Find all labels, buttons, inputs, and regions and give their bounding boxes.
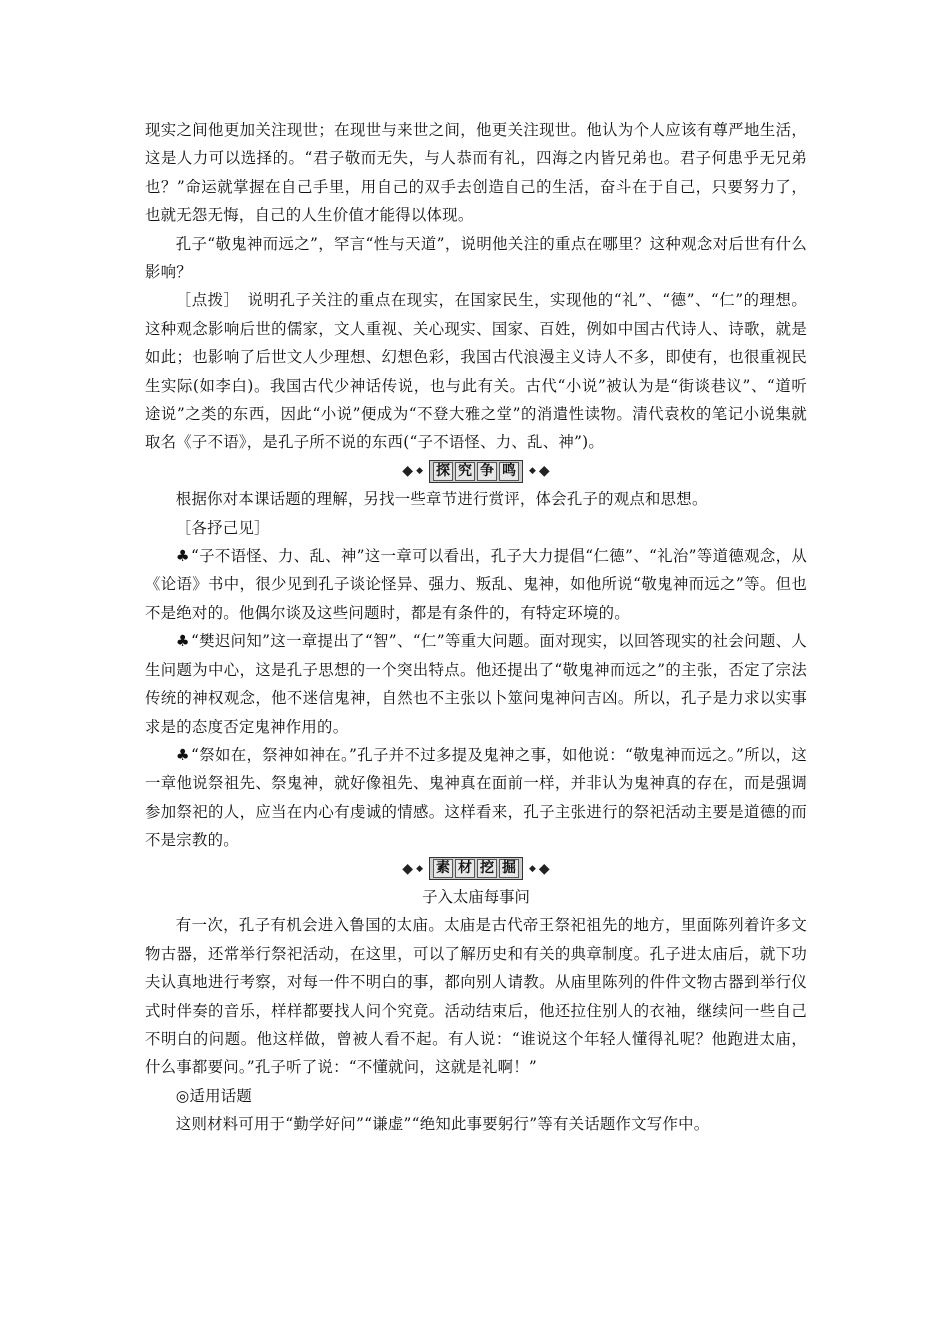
diamond-decoration-left: ◆ ◆ — [402, 860, 423, 877]
opinion-text: “祭如在，祭神如神在。”孔子并不过多提及鬼神之事，如他说：“敬鬼神而远之。”所以，这一章他说祭祖先、祭鬼神，就好像祖先、鬼神真在面前一样，并非认为鬼神真的存在，而是强调参加祭祀的人，应当在内心有虔诚的情感。这样看来，孔子主张进行的祭祀活动主要是道德的而不是宗教的。 — [145, 745, 807, 850]
discussion-question: 孔子“敬鬼神而远之”，罕言“性与天道”，说明他关注的重点在哪里？这种观念对后世有什么影响？ — [145, 234, 807, 282]
section-subheading: ［各抒己见］ — [175, 518, 270, 537]
paragraph-continuation: 现实之间他更加关注现世；在现世与来世之间，他更关注现世。他认为个人应该有尊严地生活，这是人力可以选择的。“君子敬而无失，与人恭而有礼，四海之内皆兄弟也。君子何患乎无兄弟也？”命运就掌握在自己手里，用自己的双手去创造自己的生活，奋斗在于自己，只要努力了，也就无怨无悔，自己的人生价值才能得以体现。 — [145, 121, 807, 225]
section-banner-explore — [145, 457, 807, 485]
opinion-item — [145, 542, 807, 627]
banner-label: 素 材 挖 掘 — [429, 857, 523, 880]
story-text: 有一次，孔子有机会进入鲁国的太庙。太庙是古代帝王祭祀祖先的地方，里面陈列着许多文物古器，还常举行祭祀活动，在这里，可以了解历史和有关的典章制度。孔子进太庙后，就下功夫认真地进行考察，对每一件不明白的事，都向别人请教。从庙里陈列的件件文物古器到举行仪式时伴奏的音乐，样样都要找人问个究竟。活动结束后，他还拉住别人的衣袖，继续问一些自己不明白的问题。他这样做，曾被人看不起。有人说：“谁说这个年轻人懂得礼呢？他跑进太庙，什么事都要问。”孔子听了说：“不懂就问，这就是礼啊！” — [145, 916, 807, 1077]
usage-heading: ◎适用话题 — [175, 1086, 253, 1105]
opinion-item — [145, 627, 807, 741]
document-page — [145, 116, 807, 1139]
usage-text: 这则材料可用于“勤学好问”“谦虚”“绝知此事要躬行”等有关话题作文写作中。 — [175, 1115, 710, 1134]
section-banner-material — [145, 855, 807, 883]
club-bullet-icon: ♣ — [175, 547, 190, 566]
answer-hint: ［点拨］ 说明孔子关注的重点在现实，在国家民生，实现他的“礼”、“德”、“仁”的理想。这种观念影响后世的儒家，文人重视、关心现实、国家、百姓，例如中国古代诗人、诗歌，就是如此；也影响了后世文人少理想、幻想色彩，我国古代浪漫主义诗人不多，即使有，也很重视民生实际(如李白)。我国古代少神话传说，也与此有关。古代“小说”被认为是“街谈巷议”、“道听途说”之类的东西，因此“小说”便成为“不登大雅之堂”的消遣性读物。清代袁枚的笔记小说集就取名《子不语》，是孔子所不说的东西(“子不语怪、力、乱、神”)。 — [145, 291, 807, 452]
opinion-text: “子不语怪、力、乱、神”这一章可以看出，孔子大力提倡“仁德”、“礼治”等道德观念，从《论语》书中，很少见到孔子谈论怪异、强力、叛乱、鬼神，如他所说“敬鬼神而远之”等。但也不是绝对的。他偶尔谈及这些问题时，都是有条件的，有特定环境的。 — [145, 547, 807, 622]
opinion-text: “樊迟问知”这一章提出了“智”、“仁”等重大问题。面对现实，以回答现实的社会问题、人生问题为中心，这是孔子思想的一个突出特点。他还提出了“敬鬼神而远之”的主张，否定了宗法传统的神权观念，他不迷信鬼神，自然也不主张以卜筮问鬼神问吉凶。所以，孔子是力求以实事求是的态度否定鬼神作用的。 — [145, 632, 807, 736]
story-title: 子入太庙每事问 — [422, 887, 530, 906]
opinion-item — [145, 741, 807, 855]
diamond-decoration-right: ◆ ◆ — [529, 463, 550, 480]
diamond-decoration-right: ◆ ◆ — [529, 860, 550, 877]
banner-label: 探 究 争 鸣 — [429, 460, 523, 483]
club-bullet-icon: ♣ — [175, 632, 190, 651]
diamond-decoration-left: ◆ ◆ — [402, 463, 423, 480]
section-prompt: 根据你对本课话题的理解，另找一些章节进行赏评，体会孔子的观点和思想。 — [175, 490, 708, 509]
club-bullet-icon: ♣ — [175, 745, 190, 764]
